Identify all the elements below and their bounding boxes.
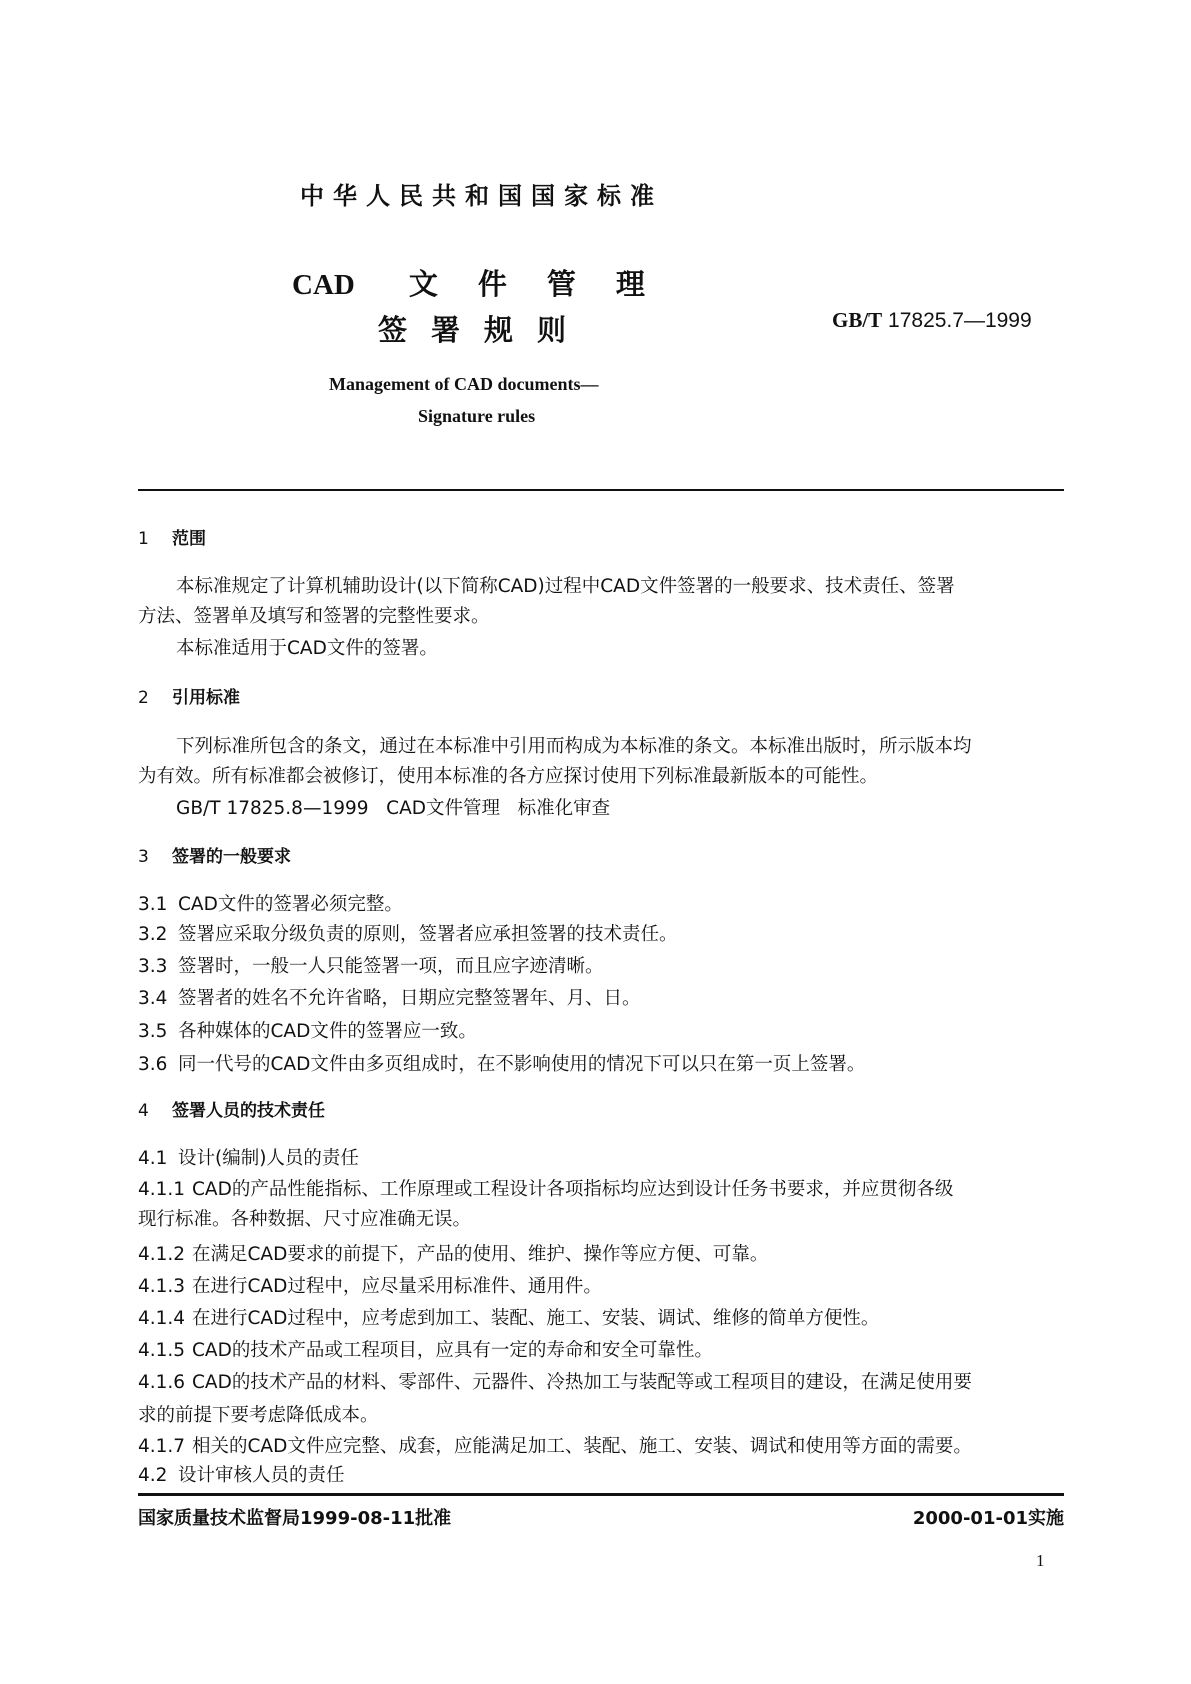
standard-number-prefix: GB/T	[832, 308, 883, 332]
paragraph-line: 方法、签署单及填写和签署的完整性要求。	[138, 606, 490, 627]
clause: 4.1.1 CAD的产品性能指标、工作原理或工程设计各项指标均应达到设计任务书要求，并应贯彻各级	[138, 1179, 954, 1200]
title-word: 理	[615, 267, 645, 301]
clause: 4.1.7 相关的CAD文件应完整、成套，应能满足加工、装配、施工、安装、调试和使用等方面的需要。	[138, 1436, 972, 1457]
paragraph-line: 下列标准所包含的条文，通过在本标准中引用而构成为本标准的条文。本标准出版时，所示版本均	[176, 736, 972, 757]
clause: 4.2 设计审核人员的责任	[138, 1465, 345, 1486]
clause: 4.1.2 在满足CAD要求的前提下，产品的使用、维护、操作等应方便、可靠。	[138, 1244, 769, 1265]
standard-number	[832, 308, 1032, 333]
approval-date: 国家质量技术监督局1999-08-11批准	[138, 1508, 452, 1529]
clause: 3.3 签署时，一般一人只能签署一项，而且应字迹清晰。	[138, 956, 604, 977]
clause: 4.1.4 在进行CAD过程中，应考虑到加工、装配、施工、安装、调试、维修的简单方便性。	[138, 1308, 880, 1329]
section-heading: 4 签署人员的技术责任	[138, 1101, 325, 1121]
clause-continuation: 求的前提下要考虑降低成本。	[138, 1405, 379, 1426]
section-heading: 2 引用标准	[138, 688, 240, 708]
standard-number-value: 17825.7—1999	[888, 309, 1032, 332]
title-word: CAD	[292, 269, 355, 301]
paragraph-line: 本标准适用于CAD文件的签署。	[176, 638, 438, 659]
clause: 3.4 签署者的姓名不允许省略，日期应完整签署年、月、日。	[138, 988, 641, 1009]
english-title-line-1: Management of CAD documents—	[329, 374, 599, 394]
clause: 3.1 CAD文件的签署必须完整。	[138, 894, 403, 915]
clause: 4.1.3 在进行CAD过程中，应尽量采用标准件、通用件。	[138, 1276, 602, 1297]
clause: 3.2 签署应采取分级负责的原则，签署者应承担签署的技术责任。	[138, 924, 678, 945]
title-line-1	[292, 262, 685, 303]
clause: 4.1.5 CAD的技术产品或工程项目，应具有一定的寿命和安全可靠性。	[138, 1340, 713, 1361]
title-word: 管	[546, 267, 576, 301]
section-heading: 3 签署的一般要求	[138, 847, 291, 867]
section-heading: 1 范围	[138, 529, 206, 549]
header-divider	[138, 489, 1064, 491]
clause: 3.5 各种媒体的CAD文件的签署应一致。	[138, 1021, 477, 1042]
referenced-standard: GB/T 17825.8—1999 CAD文件管理 标准化审查	[176, 798, 611, 819]
clause: 4.1 设计(编制)人员的责任	[138, 1148, 359, 1169]
english-title-line-2: Signature rules	[418, 406, 536, 426]
page-number: 1	[1036, 1551, 1045, 1570]
title-word: 文	[408, 267, 438, 301]
clause: 4.1.6 CAD的技术产品的材料、零部件、元器件、冷热加工与装配等或工程项目的建设，在满足使用要	[138, 1372, 972, 1393]
clause-continuation: 现行标准。各种数据、尺寸应准确无误。	[138, 1209, 472, 1230]
title-line-2: 签署规则	[378, 313, 591, 347]
paragraph-line: 为有效。所有标准都会被修订，使用本标准的各方应探讨使用下列标准最新版本的可能性。	[138, 766, 879, 787]
implementation-date: 2000-01-01实施	[912, 1508, 1064, 1529]
clause: 3.6 同一代号的CAD文件由多页组成时，在不影响使用的情况下可以只在第一页上签署。	[138, 1054, 866, 1075]
title-word: 件	[477, 267, 507, 301]
paragraph-line: 本标准规定了计算机辅助设计(以下简称CAD)过程中CAD文件签署的一般要求、技术责任、签署	[176, 576, 955, 597]
footer-divider	[138, 1493, 1064, 1496]
standard-type: 中华人民共和国国家标准	[300, 182, 663, 210]
